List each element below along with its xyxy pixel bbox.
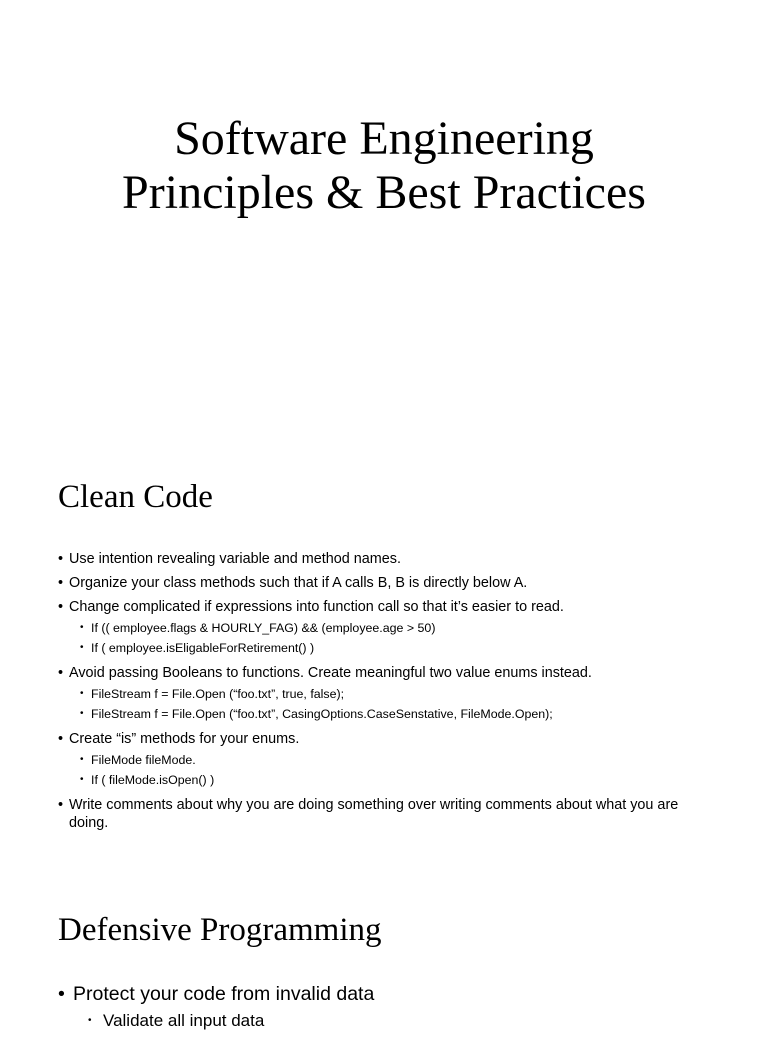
bullet-protect-code <box>58 981 718 1033</box>
defensive-bullet-list <box>58 981 718 1039</box>
sub-bullet-code-example: • FileMode fileMode. <box>80 750 718 770</box>
clean-code-bullet-list <box>58 550 718 838</box>
bullet-complicated-if <box>58 598 718 658</box>
sub-bullet-list <box>80 684 718 724</box>
bullet-intention-names <box>58 550 718 568</box>
sub-bullet-list <box>80 618 718 658</box>
sub-bullet-code-example: • If (( employee.flags & HOURLY_FAG) && (employee.age > 50) <box>80 618 718 638</box>
title-line-1: Software Engineering <box>174 112 594 165</box>
bullet-text: Create “is” methods for your enums. <box>69 731 300 747</box>
sub-bullet-code-example: • FileStream f = File.Open (“foo.txt”, CasingOptions.CaseSenstative, FileMode.Open); <box>80 704 718 724</box>
sub-bullet-list <box>80 750 718 790</box>
bullet-text: Avoid passing Booleans to functions. Create meaningful two value enums instead. <box>69 665 592 681</box>
defensive-programming-heading: Defensive Programming <box>58 912 382 948</box>
bullet-text: Write comments about why you are doing something over writing comments about what you are doing. <box>69 797 679 831</box>
bullet-text: Organize your class methods such that if A calls B, B is directly below A. <box>69 575 528 591</box>
sub-bullet-code-example: • If ( employee.isEligableForRetirement() ) <box>80 638 718 658</box>
bullet-is-methods <box>58 730 718 790</box>
bullet-text: Use intention revealing variable and method names. <box>69 551 401 567</box>
sub-bullet-code-example: • FileStream f = File.Open (“foo.txt”, true, false); <box>80 684 718 704</box>
bullet-text: Change complicated if expressions into function call so that it’s easier to read. <box>69 599 564 615</box>
sub-bullet-list <box>88 1009 718 1033</box>
bullet-write-comments <box>58 796 718 832</box>
bullet-organize-methods <box>58 574 718 592</box>
sub-bullet-code-example: • If ( fileMode.isOpen() ) <box>80 770 718 790</box>
defensive-programming-slide <box>0 880 768 1030</box>
presentation-title <box>0 112 768 220</box>
title-line-2: Principles & Best Practices <box>122 166 646 219</box>
bullet-text: Protect your code from invalid data <box>73 983 375 1005</box>
clean-code-heading: Clean Code <box>58 479 213 515</box>
bullet-avoid-booleans <box>58 664 718 724</box>
sub-bullet-validate-input: • Validate all input data <box>88 1009 718 1033</box>
title-slide <box>0 0 768 455</box>
clean-code-slide <box>0 455 768 850</box>
